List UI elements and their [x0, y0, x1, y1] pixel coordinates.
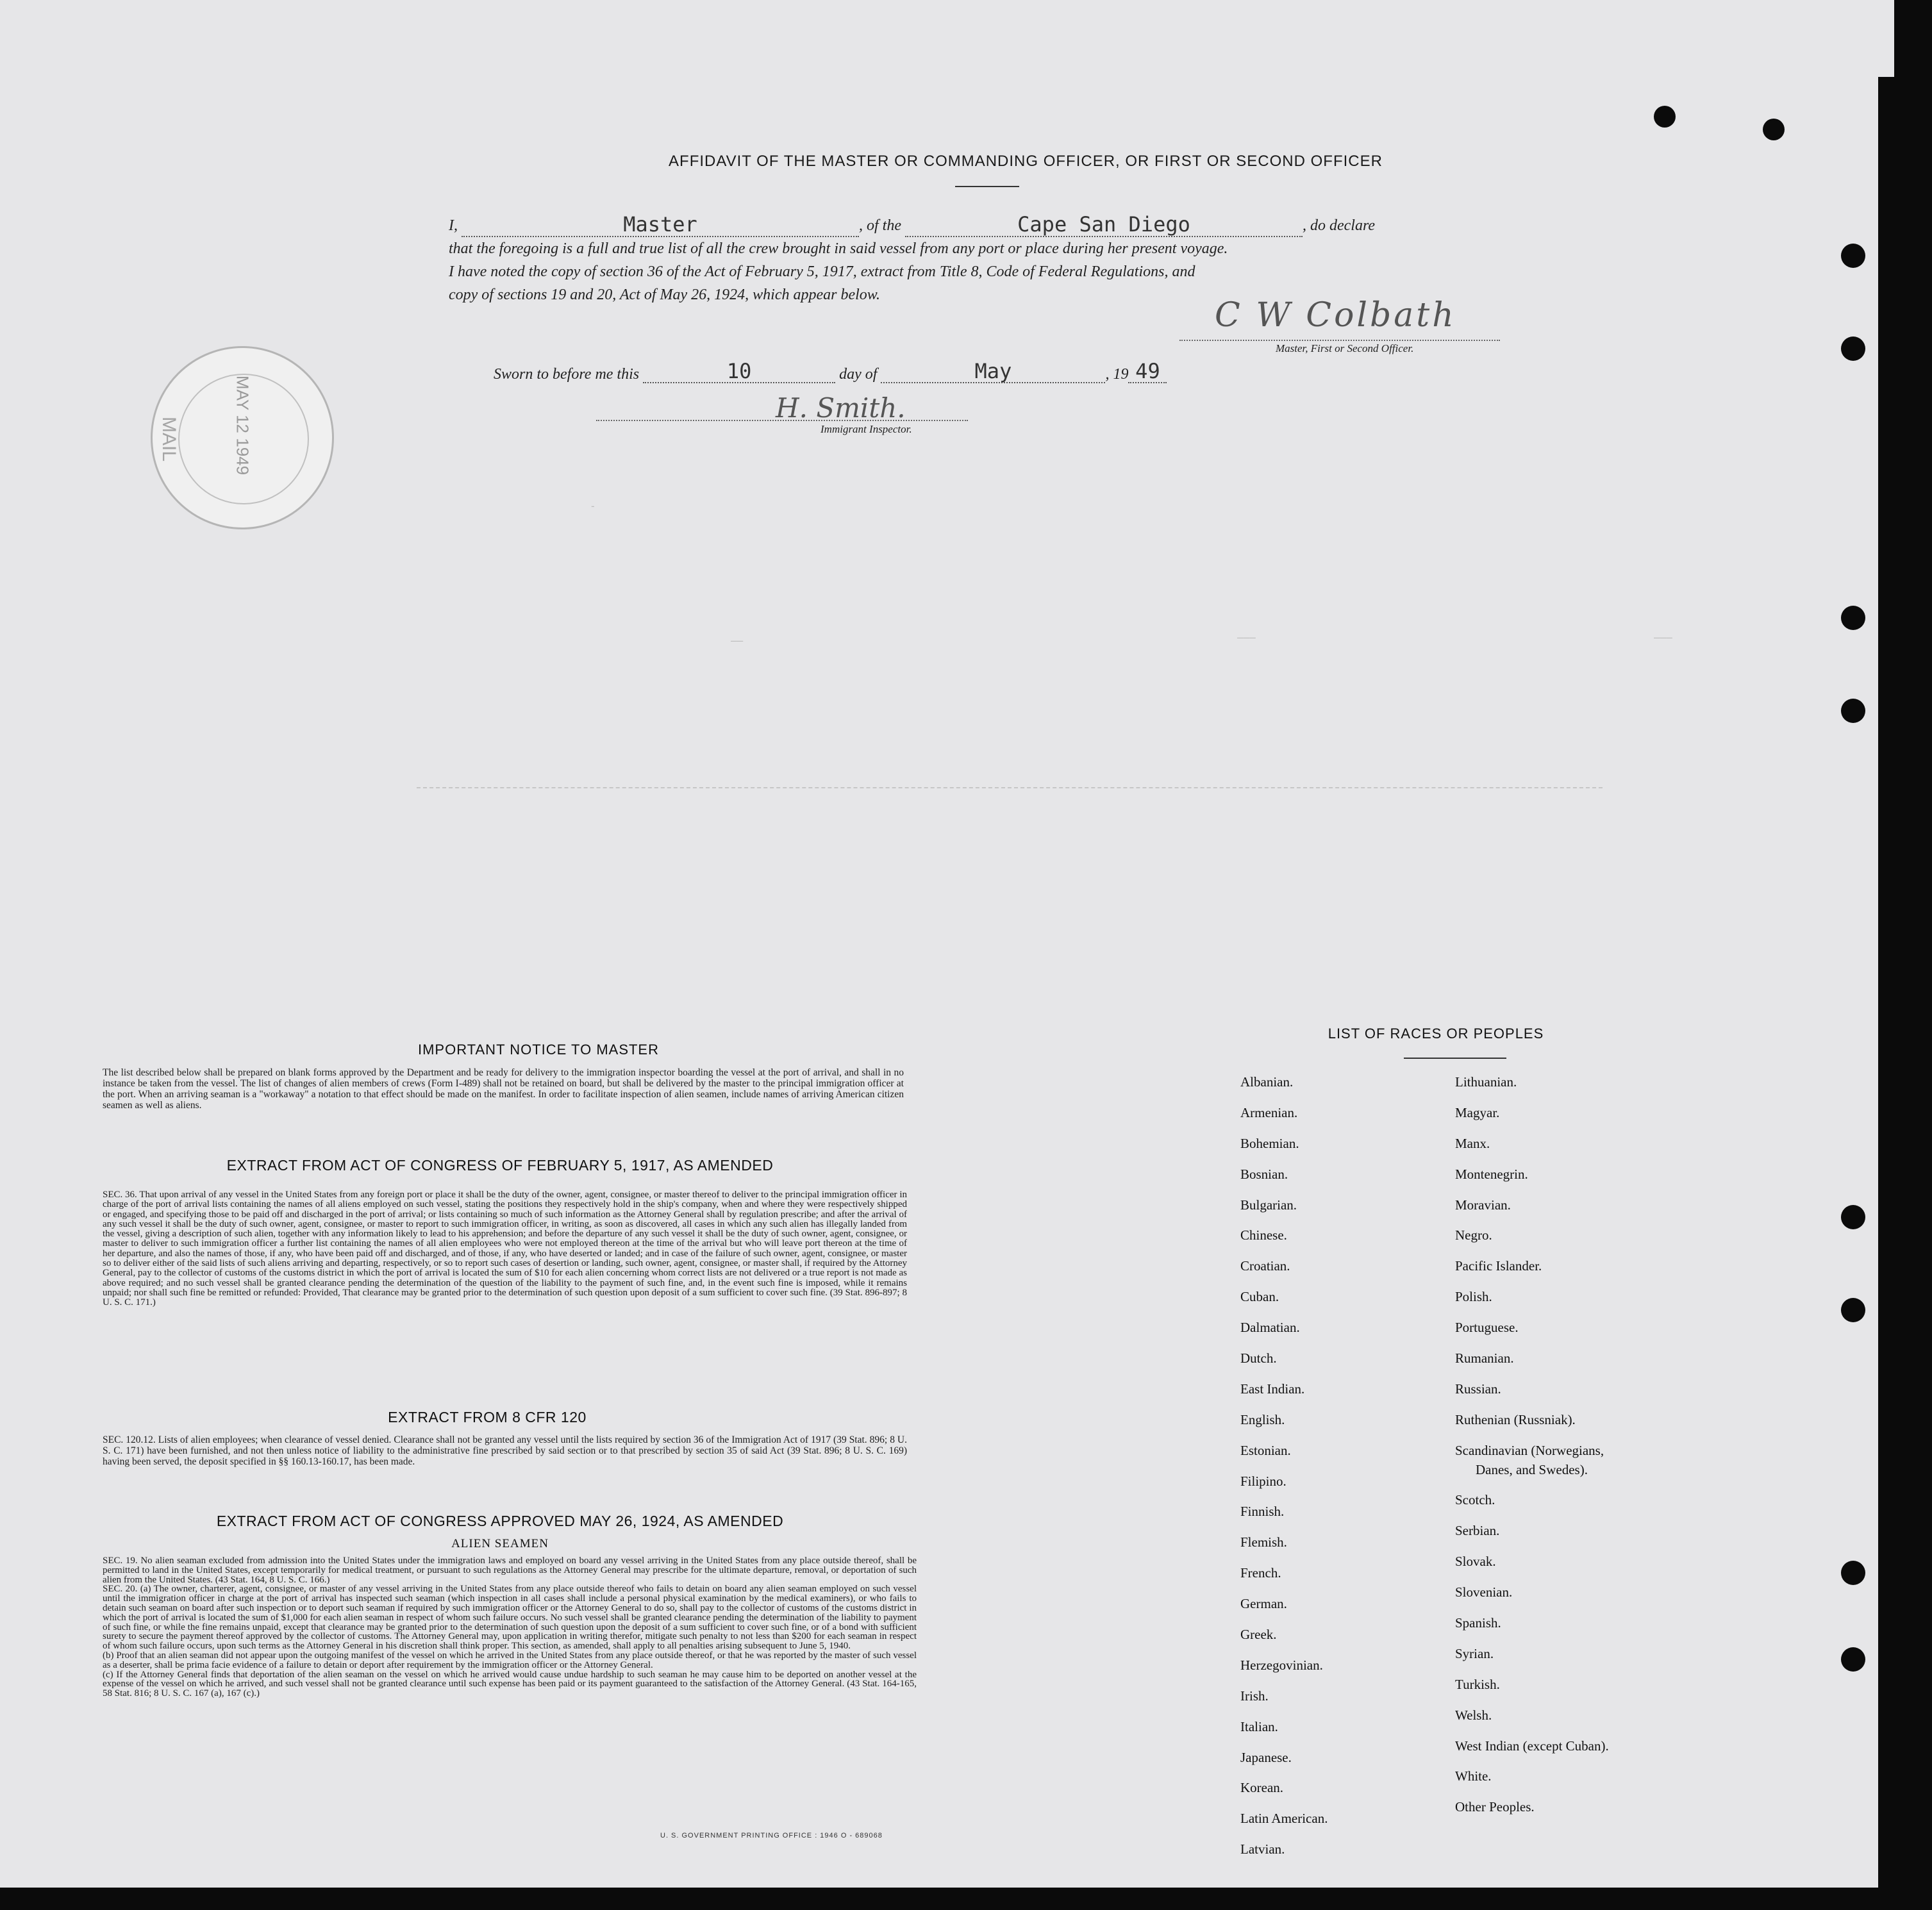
bleed-through-mark: [417, 787, 1603, 788]
race-list-item: Turkish.: [1455, 1676, 1500, 1692]
race-list-item: Dalmatian.: [1240, 1320, 1300, 1336]
race-list-item: Danes, and Swedes).: [1476, 1461, 1588, 1477]
race-list-item: Slovak.: [1455, 1554, 1496, 1570]
race-list-item: Syrian.: [1455, 1645, 1494, 1661]
bleed-through-mark: ———: [1237, 631, 1256, 644]
of-the-label: , of the: [859, 217, 901, 234]
binder-hole-icon: [1841, 699, 1865, 723]
races-list-title: LIST OF RACES OR PEOPLES: [1328, 1026, 1544, 1042]
binder-hole-icon: [1841, 606, 1865, 630]
affidavit-title: AFFIDAVIT OF THE MASTER OR COMMANDING OFFICER, OR FIRST OR SECOND OFFICER: [669, 153, 1383, 170]
race-list-item: West Indian (except Cuban).: [1455, 1738, 1609, 1754]
binder-hole-icon: [1841, 1298, 1865, 1322]
race-list-item: Serbian.: [1455, 1523, 1500, 1539]
bleed-through-mark: ‒‒‒: [1654, 631, 1672, 644]
binder-hole-icon: [1841, 1561, 1865, 1585]
race-list-item: Armenian.: [1240, 1104, 1298, 1120]
do-declare-label: , do declare: [1303, 217, 1376, 234]
race-list-item: German.: [1240, 1596, 1287, 1612]
race-list-item: Latin American.: [1240, 1811, 1328, 1827]
sec20b-text: (b) Proof that an alien seaman did not appear upon the outgoing manifest of the vessel on which he arrived in the United States from any place outside thereof, or that he was reported by the master of such vessel as a deserter, shall be prima facie evidence of a failure to detain or deport after requirement by the immigration officer or the Attorney General.: [103, 1650, 917, 1670]
binder-hole-icon: [1841, 1647, 1865, 1672]
race-list-item: English.: [1240, 1411, 1285, 1427]
sworn-label: Sworn to before me this: [494, 366, 640, 383]
race-list-item: Russian.: [1455, 1381, 1501, 1397]
extract-1924-body: [103, 1556, 917, 1698]
stamp-date-text: MAY 12 1949: [233, 375, 253, 476]
notice-title: IMPORTANT NOTICE TO MASTER: [417, 1042, 659, 1058]
master-signature-caption: Master, First or Second Officer.: [1276, 342, 1414, 354]
race-list-item: Dutch.: [1240, 1350, 1277, 1366]
race-list-item: Other Peoples.: [1455, 1799, 1535, 1815]
race-list-item: Irish.: [1240, 1688, 1269, 1704]
day-of-label: day of: [839, 366, 878, 383]
binder-hole-icon: [1763, 119, 1785, 140]
notice-body: The list described below shall be prepared on blank forms approved by the Department and be ready for delivery to the immigration inspector boarding the vessel at the port of arrival, and shall in no instance be taken from the vessel. The list of changes of alien members of crews (Form I-489) shall not be retained on board, but shall be delivered by the master to the principal immigration officer at the port. When an arriving seaman is a "workaway" a notation to that effect should be made on the manifest. In order to facilitate inspection of alien seamen, include names of arriving American citizen seamen as well as aliens.: [103, 1067, 904, 1111]
race-list-item: Albanian.: [1240, 1074, 1294, 1090]
race-list-item: Ruthenian (Russniak).: [1455, 1411, 1576, 1427]
race-list-item: Greek.: [1240, 1627, 1277, 1643]
race-list-item: Italian.: [1240, 1718, 1278, 1734]
race-list-item: Lithuanian.: [1455, 1074, 1517, 1090]
sec20c-text: (c) If the Attorney General finds that deportation of the alien seaman on the vessel on which he arrived would cause undue hardship to such seaman he may cause him to be deported on another vessel at the expense of the vessel on which he arrived, and such vessel shall not be granted clearance until such expense has been paid or its payment guaranteed to the satisfaction of the Attorney General. (43 Stat. 164-165, 58 Stat. 816; 8 U. S. C. 167 (a), 167 (c).): [103, 1669, 917, 1699]
inspector-signature-line: [596, 420, 968, 421]
races-column-1: [1240, 1067, 1328, 1865]
extract-1917-title: EXTRACT FROM ACT OF CONGRESS OF FEBRUARY 5, 1917, AS AMENDED: [226, 1157, 774, 1174]
race-list-item: Scotch.: [1455, 1492, 1495, 1508]
extract-cfr-title: EXTRACT FROM 8 CFR 120: [388, 1409, 587, 1425]
races-column-2: [1455, 1067, 1609, 1823]
sec20a-text: SEC. 20. (a) The owner, charterer, agent, consignee, or master of any vessel arriving in the United States from any place outside thereof who fails to detain on board any alien seaman employed on such vessel until the immigration officer in charge at the port of arrival has inspected such seaman (which inspection in all cases shall include a personal physical examination by the medical examiners), or who fails to detain such seaman on board after such inspection or to deport such seaman if required by such immigration officer or the Attorney General to do so, shall pay to the collector of customs of the customs district in which the port of arrival is located the sum of $1,000 for each alien seaman in respect of whom such failure occurs. No such vessel shall be granted clearance pending the determination of the liability to payment of such fine, or while the fine remains unpaid, except that clearance may be granted prior to the determination of such question upon the deposit of a sum sufficient to cover such fine, or of a bond with sufficient surety to secure the payment thereof approved by the collector of customs. The Attorney General may, upon application in writing therefor, mitigate such penalty to not less than $200 for each seaman in respect of whom such failure occurs, upon such terms as the Attorney General in his discretion shall think proper. This section, as amended, shall apply to all penalties arising subsequent to June 5, 1940.: [103, 1584, 917, 1652]
bleed-through-mark: ‒‒: [731, 635, 744, 647]
year-prefix: , 19: [1105, 366, 1129, 383]
race-list-item: Korean.: [1240, 1780, 1284, 1796]
race-list-item: Cuban.: [1240, 1289, 1279, 1305]
master-signature-line: [1179, 340, 1500, 341]
extract-cfr-body: SEC. 120.12. Lists of alien employees; when clearance of vessel denied. Clearance shall not be granted any vessel until the lists required by section 36 of the Immigration Act of 1917 (39 Stat. 896; 8 U. S. C. 171) have been furnished, and not then unless notice of liability to the administrative fine prescribed by said section or to that prescribed by section 35 of said Act (39 Stat. 896; 8 U. S. C. 169) having been served, the deposit specified in §§ 160.13-160.17, has been made.: [103, 1434, 907, 1467]
vessel-name-field[interactable]: Cape San Diego: [905, 213, 1303, 237]
declaration-paragraph: [449, 213, 1494, 306]
bleed-through-mark: ‐: [590, 500, 596, 512]
race-list-item: Negro.: [1455, 1227, 1492, 1243]
printer-imprint: U. S. GOVERNMENT PRINTING OFFICE : 1946 O - 689068: [660, 1832, 883, 1839]
race-list-item: Latvian.: [1240, 1841, 1285, 1857]
declaration-line-3: I have noted the copy of section 36 of the Act of February 5, 1917, extract from Title 8, Code of Federal Regulations, and: [449, 263, 1195, 280]
race-list-item: Flemish.: [1240, 1534, 1287, 1550]
race-list-item: Portuguese.: [1455, 1320, 1519, 1336]
sworn-day-field[interactable]: 10: [643, 359, 835, 383]
race-list-item: Estonian.: [1240, 1442, 1291, 1458]
races-title-divider: [1404, 1058, 1506, 1059]
title-divider: [955, 186, 1019, 187]
inspector-signature: H. Smith.: [776, 392, 906, 424]
race-list-item: Finnish.: [1240, 1504, 1285, 1520]
binder-hole-icon: [1654, 106, 1676, 128]
race-list-item: Bohemian.: [1240, 1135, 1299, 1151]
race-list-item: Bosnian.: [1240, 1166, 1288, 1182]
race-list-item: Chinese.: [1240, 1227, 1287, 1243]
page-edge-background: [1878, 77, 1932, 1910]
i-label: I,: [449, 217, 458, 234]
race-list-item: Spanish.: [1455, 1615, 1501, 1631]
race-list-item: Pacific Islander.: [1455, 1258, 1542, 1274]
binder-hole-icon: [1841, 1205, 1865, 1229]
race-list-item: Bulgarian.: [1240, 1197, 1297, 1213]
race-list-item: Japanese.: [1240, 1749, 1292, 1765]
declaration-line-2: that the foregoing is a full and true list of all the crew brought in said vessel from any port or place during her present voyage.: [449, 240, 1228, 257]
declaration-line-1: [449, 213, 1494, 237]
binder-hole-icon: [1841, 244, 1865, 268]
race-list-item: Moravian.: [1455, 1197, 1511, 1213]
master-signature: C W Colbath: [1215, 296, 1456, 335]
role-field[interactable]: Master: [462, 213, 859, 237]
race-list-item: Polish.: [1455, 1289, 1492, 1305]
race-list-item: White.: [1455, 1768, 1492, 1784]
race-list-item: East Indian.: [1240, 1381, 1305, 1397]
declaration-line-4: copy of sections 19 and 20, Act of May 26, 1924, which appear below.: [449, 286, 881, 303]
sworn-month-field[interactable]: May: [881, 359, 1105, 383]
alien-seamen-subtitle: ALIEN SEAMEN: [451, 1537, 549, 1550]
mail-date-stamp: [151, 346, 334, 529]
sworn-line: [494, 359, 1167, 383]
extract-1924-title: EXTRACT FROM ACT OF CONGRESS APPROVED MAY 26, 1924, AS AMENDED: [216, 1513, 784, 1529]
extract-1917-body: SEC. 36. That upon arrival of any vessel in the United States from any foreign port or place it shall be the duty of the owner, agent, consignee, or master thereof to deliver to the principal immigration officer in charge of the port of arrival lists containing the names of all aliens employed on such vessel, stating the positions they respectively hold in the ship's company, when and where they were respectively shipped or engaged, and specifying those to be paid off and discharged in the port of arrival; or lists containing so much of such information as the Attorney General shall by regulation prescribe; and after the arrival of any such vessel it shall be the duty of such owner, agent, consignee, or master to report to such immigration officer, in writing, as soon as discovered, all cases in which any such alien has illegally landed from the vessel, giving a description of such alien, together with any information likely to lead to his apprehension; and before the departure of any such vessel it shall be the duty of such owner, agent, consignee, or master to deliver to such immigration officer a further list containing the names of all alien employees who were not employed thereon at the time of the arrival but who will leave port thereon at the time of her departure, and also the names of those, if any, who have been paid off and discharged, and of those, if any, who have deserted or landed; and in case of the failure of such owner, agent, consignee, or master so to deliver either of the said lists of such aliens arriving and departing, respectively, or so to report such cases of desertion or landing, such owner, agent, consignee, or master shall, if required by the Attorney General, pay to the collector of customs of the customs district in which the port of arrival is located the sum of $10 for each alien concerning whom correct lists are not delivered or a true report is not made as above required; and no such vessel shall be granted clearance pending the determination of the question of the liability to the payment of such fine, and, in the event such fine is imposed, while it remains unpaid; nor shall such fine be remitted or refunded: Provided, That clearance may be granted prior to the determination of such question upon deposit of a sum sufficient to cover such fine. (39 Stat. 896-897; 8 U. S. C. 171.): [103, 1190, 907, 1308]
race-list-item: Montenegrin.: [1455, 1166, 1528, 1182]
binder-hole-icon: [1841, 336, 1865, 361]
inspector-caption: Immigrant Inspector.: [820, 423, 912, 435]
race-list-item: Croatian.: [1240, 1258, 1290, 1274]
sec19-text: SEC. 19. No alien seaman excluded from admission into the United States under the immigration laws and employed on board any vessel arriving in the United States from any place outside thereof, shall be permitted to land in the United States, except temporarily for medical treatment, or pursuant to such regulations as the Attorney General may prescribe for the ultimate departure, removal, or deportation of such alien from the United States. (43 Stat. 164, 8 U. S. C. 166.): [103, 1556, 917, 1585]
race-list-item: French.: [1240, 1565, 1281, 1581]
race-list-item: Filipino.: [1240, 1473, 1287, 1489]
race-list-item: Slovenian.: [1455, 1584, 1513, 1600]
stamp-mail-label: MAIL: [158, 416, 180, 462]
race-list-item: Herzegovinian.: [1240, 1657, 1323, 1673]
race-list-item: Rumanian.: [1455, 1350, 1514, 1366]
sworn-year-field[interactable]: 49: [1128, 359, 1167, 383]
race-list-item: Manx.: [1455, 1135, 1490, 1151]
race-list-item: Magyar.: [1455, 1104, 1500, 1120]
race-list-item: Scandinavian (Norwegians,: [1455, 1442, 1604, 1458]
race-list-item: Welsh.: [1455, 1707, 1492, 1723]
